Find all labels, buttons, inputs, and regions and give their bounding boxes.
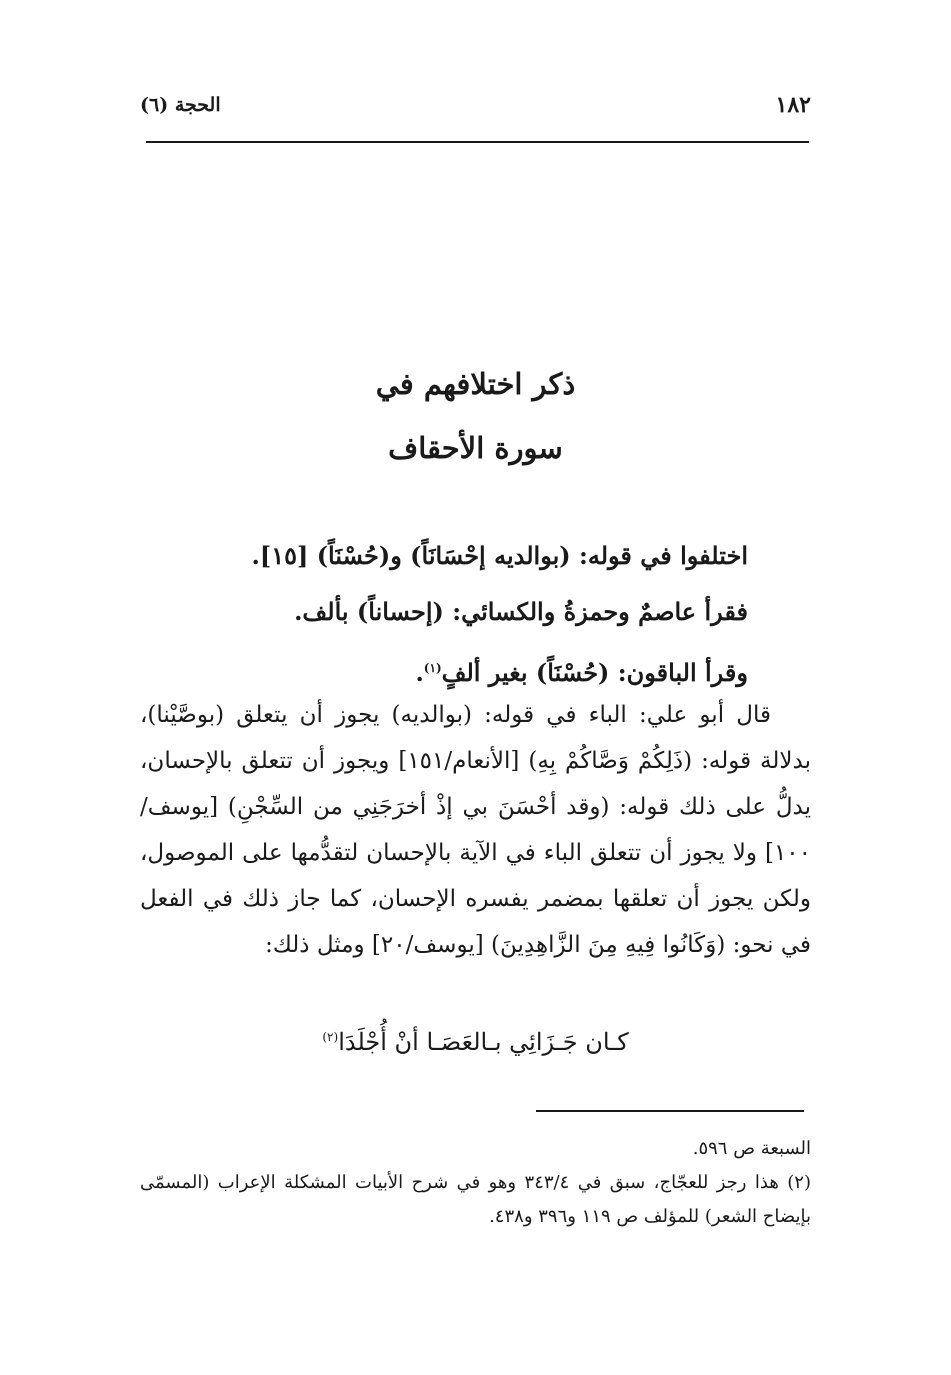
page-number: ١٨٢: [775, 92, 811, 118]
reading-variants: [140, 528, 748, 701]
footnotes: [140, 1132, 811, 1234]
footnote-2: (٢) هذا رجز للعجّاج، سبق في ٣٤٣/٤ وهو في شرح الأبيات المشكلة الإعراب (المسمّى بإيضاح الشعر) للمؤلف ص ١١٩ و٣٩٦ و٤٣٨.: [140, 1172, 811, 1227]
header-divider: [146, 141, 809, 143]
page-header: [140, 92, 811, 132]
chapter-title-line-2: سورة الأحقاف: [388, 431, 563, 465]
variant-line-3-end: .: [415, 658, 424, 687]
running-title: الحجة (٦): [140, 94, 221, 116]
footnote-marker-2: (٢): [322, 1030, 339, 1044]
chapter-title-line-1: ذكر اختلافهم في: [375, 367, 576, 401]
poetry-verse: [140, 1028, 811, 1056]
variant-line-3-text: وقرأ الباقون: (حُسْنَاً) بغير ألفٍ: [441, 658, 748, 687]
footnote-divider: [536, 1110, 804, 1112]
commentary-paragraph: قال أبو علي: الباء في قوله: (بوالديه) يجوز أن يتعلق (بوصَّيْنا)، بدلالة قوله: (ذَلِكُمْ وَصَّاكُمْ بِهِ) [الأنعام/١٥١] ويجوز أن تتعلق بالإحسان، يدلُّ على ذلك قوله: (وقد أحْسَنَ بي إذْ أخرَجَنِي من السِّجْنِ) [يوسف/١٠٠] ولا يجوز أن تتعلق الباء في الآية بالإحسان لتقدُّمها على الموصول، ولكن يجوز أن تعلقها بمضمر يفسره الإحسان، كما جاز ذلك في الفعل في نحو: (وَكَانُوا فِيهِ مِنَ الزَّاهِدِينَ) [يوسف/٢٠] ومثل ذلك:: [140, 702, 811, 958]
variant-line-2: فقرأ عاصمٌ وحمزةُ والكسائي: (إحساناً) بألف.: [294, 597, 748, 626]
chapter-heading: [140, 352, 811, 480]
verse-text: كـان جَـزَائِي بـالعَصَـا أنْ أُجْلَدَا: [338, 1028, 629, 1056]
footnote-marker-1: (١): [423, 661, 442, 675]
variant-line-1: اختلفوا في قوله: (بوالديه إحْسَانَاً) و(حُسْنَاً) [١٥].: [251, 541, 748, 570]
footnote-1: السبعة ص ٥٩٦.: [692, 1138, 811, 1159]
